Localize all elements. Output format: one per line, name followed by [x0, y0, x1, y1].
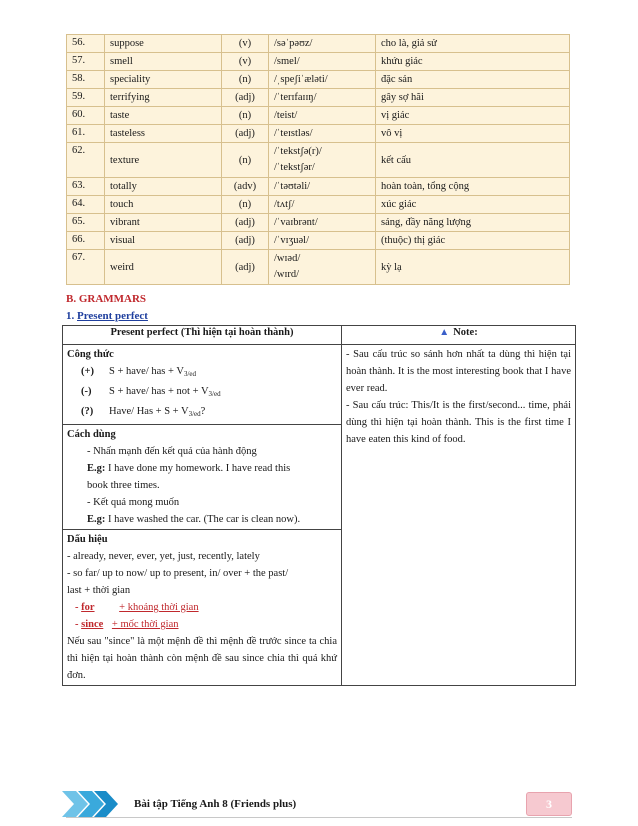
note-item: - Sau cấu trúc so sánh hơn nhất ta dùng thì hiện tại hoàn thành. It is the most interesting book that I have ever read. — [346, 349, 571, 394]
grammar-table — [62, 325, 576, 686]
vocab-pronunciation — [269, 232, 376, 250]
pencil-icon: ▲ — [439, 327, 450, 338]
vocab-part-of-speech: (adj) — [222, 89, 269, 107]
vocab-word: suppose — [105, 35, 222, 53]
vocab-meaning: (thuộc) thị giác — [376, 232, 570, 250]
vocab-number: 64. — [67, 196, 105, 214]
vocab-part-of-speech: (n) — [222, 71, 269, 89]
pronunciation-line: /wɪrd/ — [274, 269, 300, 280]
vocab-row — [67, 196, 570, 214]
vocab-number: 57. — [67, 53, 105, 71]
signs-item: - so far/ up to now/ up to present, in/ over + the past/ — [67, 568, 289, 579]
formula-question: (?) Have/ Has + $S + V_{3/ed}$? — [81, 406, 206, 418]
formula-label: Công thức — [67, 349, 114, 360]
vocab-number: 63. — [67, 178, 105, 196]
page-number: 3 — [526, 792, 572, 816]
vocab-meaning: hoàn toàn, tổng cộng — [376, 178, 570, 196]
vocab-pronunciation — [269, 53, 376, 71]
vocab-word: vibrant — [105, 214, 222, 232]
vocab-number: 65. — [67, 214, 105, 232]
vocab-word: taste — [105, 107, 222, 125]
signs-item: - already, never, ever, yet, just, recently, lately — [67, 551, 260, 562]
pronunciation-line: /teist/ — [274, 109, 298, 121]
vocab-word: speciality — [105, 71, 222, 89]
pronunciation-line: /səˈpəʊz/ — [274, 37, 313, 49]
since-note: Nếu sau "since" là một mệnh đề thì mệnh đề trước since ta chia thì hiện tại hoàn thành còn mệnh đề sau since chia thì quá khứ đơn. — [67, 636, 337, 681]
signs-label: Dấu hiệu — [67, 534, 108, 545]
formula-positive: (+) S + have/ has + $V_{3/ed}$ — [81, 366, 196, 378]
subsection-title — [66, 310, 148, 322]
vocab-pronunciation — [269, 107, 376, 125]
vocab-part-of-speech: (v) — [222, 35, 269, 53]
vocab-part-of-speech: (n) — [222, 107, 269, 125]
usage-label: Cách dùng — [67, 429, 116, 440]
chevron-arrows-icon — [62, 791, 120, 817]
vocab-pronunciation — [269, 89, 376, 107]
vocab-pronunciation — [269, 250, 376, 285]
example: E.g: I have washed the car. (The car is clean now). — [87, 514, 301, 525]
for-rule: - for + khoảng thời gian — [75, 602, 199, 613]
vocab-pronunciation — [269, 214, 376, 232]
signs-cell — [63, 530, 342, 686]
vocab-number: 66. — [67, 232, 105, 250]
vocab-row — [67, 214, 570, 232]
vocab-pronunciation — [269, 125, 376, 143]
vocab-meaning: khứu giác — [376, 53, 570, 71]
pronunciation-line: /wɪəd/ — [274, 253, 301, 264]
vocab-part-of-speech: (adj) — [222, 232, 269, 250]
vocab-part-of-speech: (n) — [222, 143, 269, 178]
vocab-word: smell — [105, 53, 222, 71]
vocab-meaning: gây sợ hãi — [376, 89, 570, 107]
vocab-part-of-speech: (adj) — [222, 214, 269, 232]
note-label: Note: — [453, 327, 478, 338]
since-rule: - since + mốc thời gian — [75, 619, 179, 630]
vocab-part-of-speech: (adv) — [222, 178, 269, 196]
formula-negative: (-) S + have/ has + not + $V_{3/ed}$ — [81, 386, 221, 398]
vocab-pronunciation — [269, 178, 376, 196]
vocab-number: 59. — [67, 89, 105, 107]
vocab-word: totally — [105, 178, 222, 196]
vocab-row — [67, 35, 570, 53]
vocab-row — [67, 107, 570, 125]
vocab-number: 58. — [67, 71, 105, 89]
section-title: B. GRAMMARS — [66, 293, 147, 305]
vocab-row — [67, 143, 570, 178]
vocabulary-table-body — [67, 35, 570, 285]
vocab-row — [67, 89, 570, 107]
vocab-row — [67, 232, 570, 250]
vocab-pronunciation — [269, 196, 376, 214]
pronunciation-line: /ˈterɪfaɪɪŋ/ — [274, 91, 317, 103]
vocab-meaning: kết cấu — [376, 143, 570, 178]
vocab-number: 62. — [67, 143, 105, 178]
note-header — [342, 326, 576, 345]
note-item: - Sau cấu trúc: This/It is the first/second... time, phải dùng thì hiện tại hoàn thành. This is the first time I have eaten this kind of food. — [346, 400, 571, 445]
vocab-row — [67, 125, 570, 143]
vocab-word: texture — [105, 143, 222, 178]
vocab-pronunciation — [269, 35, 376, 53]
pronunciation-line: /ˈtekstʃə(r)/ — [274, 146, 322, 157]
vocab-meaning: sáng, đầy năng lượng — [376, 214, 570, 232]
vocab-word: tasteless — [105, 125, 222, 143]
vocab-part-of-speech: (adj) — [222, 125, 269, 143]
vocab-meaning: vị giác — [376, 107, 570, 125]
example: E.g: I have done my homework. I have read this — [87, 463, 291, 474]
vocab-number: 56. — [67, 35, 105, 53]
vocabulary-table — [66, 34, 570, 285]
vocab-word: touch — [105, 196, 222, 214]
pronunciation-line: /ˈtekstʃər/ — [274, 162, 315, 173]
vocab-row — [67, 178, 570, 196]
book-title: Bài tập Tiếng Anh 8 (Friends plus) — [134, 798, 297, 810]
present-perfect-link[interactable]: Present perfect — [77, 310, 148, 322]
vocab-word: weird — [105, 250, 222, 285]
example-continued: book three times. — [87, 480, 160, 491]
vocab-row — [67, 250, 570, 285]
pronunciation-line: /smel/ — [274, 55, 300, 67]
vocab-row — [67, 53, 570, 71]
vocab-pronunciation — [269, 143, 376, 178]
usage-item: - Kết quả mong muốn — [87, 497, 180, 508]
vocab-number: 61. — [67, 125, 105, 143]
pronunciation-line: /tʌtʃ/ — [274, 198, 295, 210]
pronunciation-line: /ˈvaɪbrənt/ — [274, 216, 318, 228]
vocab-meaning: đặc sản — [376, 71, 570, 89]
pronunciation-line: /ˈteɪstləs/ — [274, 127, 313, 139]
vocab-part-of-speech: (n) — [222, 196, 269, 214]
usage-cell — [63, 425, 342, 530]
vocab-meaning: cho là, giả sử — [376, 35, 570, 53]
pronunciation-line: /ˌspeʃiˈæləti/ — [274, 73, 328, 85]
grammar-table-header: Present perfect (Thì hiện tại hoàn thành) — [63, 326, 342, 345]
vocab-meaning: vô vị — [376, 125, 570, 143]
vocab-number: 60. — [67, 107, 105, 125]
vocab-meaning: xúc giác — [376, 196, 570, 214]
footer-divider — [66, 817, 572, 818]
vocab-meaning: kỳ lạ — [376, 250, 570, 285]
signs-item: last + thời gian — [67, 585, 131, 596]
note-cell — [342, 345, 576, 686]
pronunciation-line: /ˈtəʊtəli/ — [274, 180, 311, 192]
formula-cell — [63, 345, 342, 425]
vocab-part-of-speech: (adj) — [222, 250, 269, 285]
pronunciation-line: /ˈvɪʒuəl/ — [274, 234, 309, 246]
vocab-word: terrifying — [105, 89, 222, 107]
vocab-word: visual — [105, 232, 222, 250]
subsection-number: 1. — [66, 310, 75, 322]
vocab-row — [67, 71, 570, 89]
vocab-number: 67. — [67, 250, 105, 285]
vocab-pronunciation — [269, 71, 376, 89]
usage-item: - Nhấn mạnh đến kết quả của hành động — [87, 446, 257, 457]
vocab-part-of-speech: (v) — [222, 53, 269, 71]
